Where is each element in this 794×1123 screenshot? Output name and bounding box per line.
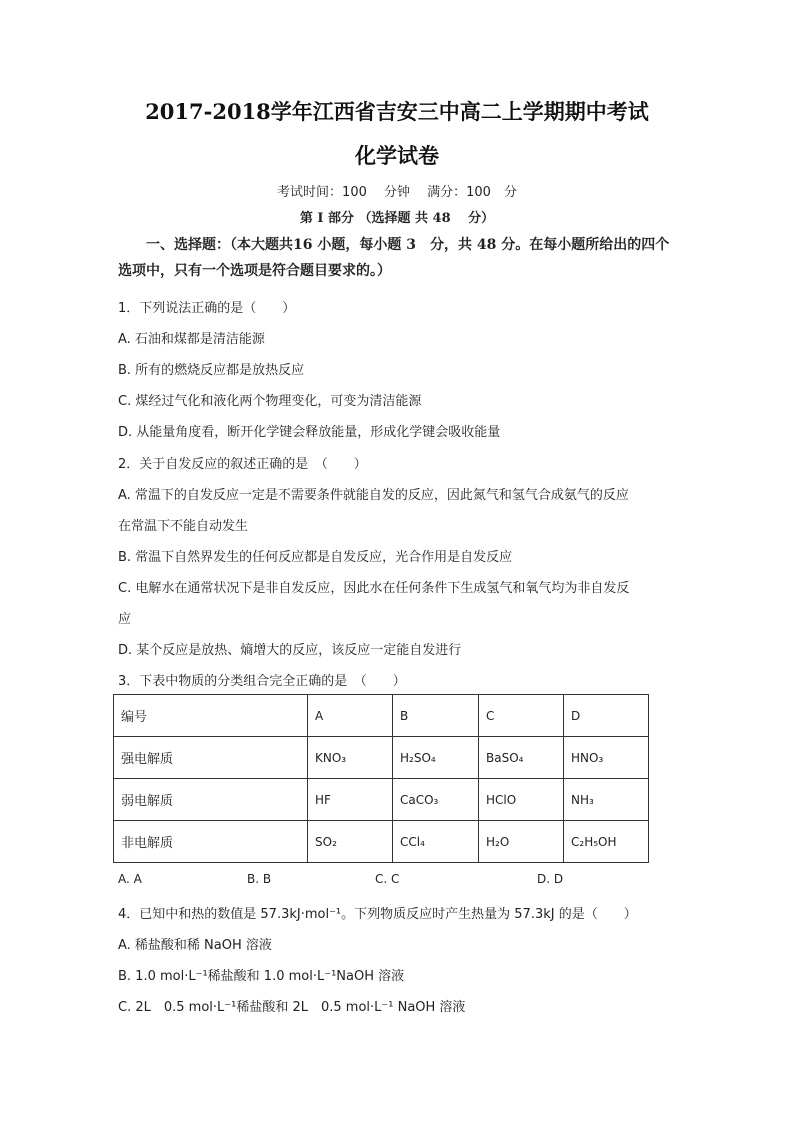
q4-option-a: A. 稀盐酸和稀 NaOH 溶液 [118, 938, 272, 953]
q3-option-a: A. A [118, 872, 142, 886]
q2-option-a-line1: A. 常温下的自发反应一定是不需要条件就能自发的反应，因此氮气和氢气合成氨气的反应 [118, 488, 629, 503]
exam-subtitle: 化学试卷 [355, 143, 439, 168]
part-title: 第 I 部分 （选择题 共 48 分） [299, 211, 495, 226]
q1-option-a: A. 石油和煤都是清洁能源 [118, 332, 265, 347]
q3-stem: 3．下表中物质的分类组合完全正确的是 （ ） [118, 674, 406, 689]
q2-option-a-line2: 在常温下不能自动发生 [118, 519, 249, 534]
q2-option-c-line1: C. 电解水在通常状况下是非自发反应，因此水在任何条件下生成氢气和氧气均为非自发反 [118, 581, 630, 596]
table-cell: C₂H₅OH [564, 821, 649, 863]
table-row [114, 779, 649, 821]
table-cell: SO₂ [308, 821, 393, 863]
table-cell: 强电解质 [114, 737, 308, 779]
table-cell: B [393, 695, 479, 737]
section-intro: 一、选择题：（本大题共16 小题，每小题 3 分，共 48 分。在每小题所给出的四个选项中，只有一个选项是符合题目要求的。） [118, 237, 670, 279]
table-cell: KNO₃ [308, 737, 393, 779]
table-cell: HF [308, 779, 393, 821]
q2-option-b: B. 常温下自然界发生的任何反应都是自发反应，光合作用是自发反应 [118, 550, 513, 565]
table-row [114, 695, 649, 737]
q1-option-d: D. 从能量角度看，断开化学键会释放能量，形成化学键会吸收能量 [118, 425, 501, 440]
q1-stem: 1．下列说法正确的是（ ） [118, 301, 296, 316]
exam-title: 2017-2018学年江西省吉安三中高二上学期期中考试 [145, 99, 649, 124]
classification-table [113, 694, 649, 863]
q4-option-c: C. 2L 0.5 mol·L⁻¹稀盐酸和 2L 0.5 mol·L⁻¹ NaOH 溶液 [118, 1000, 466, 1015]
exam-info: 考试时间：100 分钟 满分：100 分 [277, 185, 517, 200]
q4-stem: 4．已知中和热的数值是 57.3kJ·mol⁻¹。下列物质反应时产生热量为 57.3kJ 的是（ ） [118, 907, 637, 922]
table-cell: BaSO₄ [479, 737, 564, 779]
table-cell: 编号 [114, 695, 308, 737]
table-cell: A [308, 695, 393, 737]
q1-option-b: B. 所有的燃烧反应都是放热反应 [118, 363, 305, 378]
table-cell: HClO [479, 779, 564, 821]
table-cell: C [479, 695, 564, 737]
table-cell: NH₃ [564, 779, 649, 821]
table-cell: CCl₄ [393, 821, 479, 863]
q3-option-d: D. D [537, 872, 564, 886]
table-cell: 非电解质 [114, 821, 308, 863]
q3-option-b: B. B [247, 872, 272, 886]
q2-option-d: D. 某个反应是放热、熵增大的反应，该反应一定能自发进行 [118, 643, 462, 658]
table-cell: CaCO₃ [393, 779, 479, 821]
table-cell: H₂O [479, 821, 564, 863]
q1-option-c: C. 煤经过气化和液化两个物理变化，可变为清洁能源 [118, 394, 422, 409]
table-cell: H₂SO₄ [393, 737, 479, 779]
table-cell: HNO₃ [564, 737, 649, 779]
q2-option-c-line2: 应 [118, 612, 132, 627]
table-row [114, 737, 649, 779]
table-cell: D [564, 695, 649, 737]
q4-option-b: B. 1.0 mol·L⁻¹稀盐酸和 1.0 mol·L⁻¹NaOH 溶液 [118, 969, 405, 984]
q2-stem: 2．关于自发反应的叙述正确的是 （ ） [118, 457, 367, 472]
table-row [114, 821, 649, 863]
table-cell: 弱电解质 [114, 779, 308, 821]
q3-option-c: C. C [375, 872, 400, 886]
